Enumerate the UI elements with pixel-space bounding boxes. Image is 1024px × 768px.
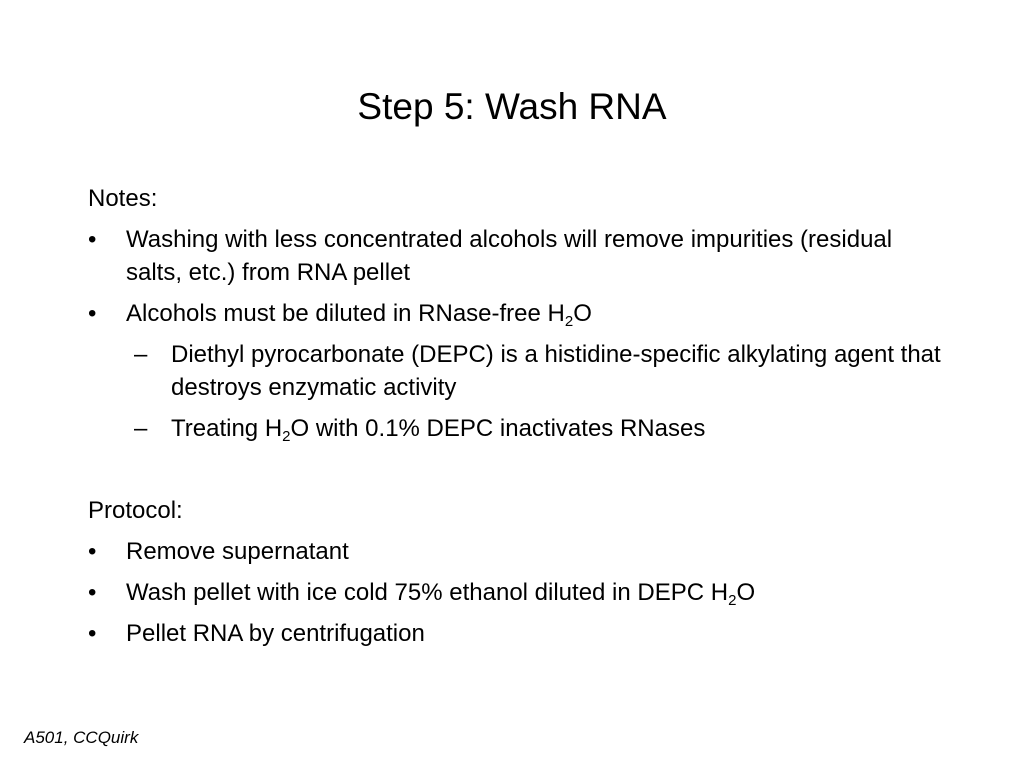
protocol-bullet-1 [88,535,948,576]
protocol-bullet-text: Pellet RNA by centrifugation [126,620,425,647]
protocol-bullet-text: Wash pellet with ice cold 75% ethanol diluted in DEPC $H_2O$ [126,579,756,609]
dash-marker: – [134,341,148,368]
footer-credit: A501, CCQuirk [24,728,139,747]
bullet-marker: • [88,620,97,647]
notes-subbullet-text: Diethyl pyrocarbonate (DEPC) is a histidine-specific alkylating agent that destroys enzymatic activity [171,341,941,401]
protocol-heading: Protocol: [88,497,183,524]
notes-bullet-1 [88,223,948,297]
bullet-marker: • [88,538,97,565]
subscript: 2 [564,313,574,330]
dash-marker: – [134,415,148,442]
bullet-marker: • [88,300,97,327]
subscript: 2 [282,428,291,445]
notes-bullet-2 [88,297,948,338]
notes-subbullet-text: Treating $H_2O$ with 0.1% DEPC inactivates RNases [171,415,706,445]
notes-heading: Notes: [88,185,158,212]
bullet-marker: • [88,579,97,606]
protocol-bullet-3 [88,617,948,658]
notes-bullet-text: Washing with less concentrated alcohols will remove impurities (residual salts, etc.) from RNA pellet [126,226,893,286]
slide-body [88,182,948,658]
notes-bullet-text: Alcohols must be diluted in RNase-free $H_2O$ [126,300,592,330]
protocol-bullet-text: Remove supernatant [126,538,349,565]
bullet-marker: • [88,226,97,253]
subscript: 2 [728,592,737,609]
protocol-bullet-2 [88,576,948,617]
notes-subbullet-1 [88,338,948,412]
slide-title: Step 5: Wash RNA [357,86,667,127]
notes-subbullet-2 [88,412,948,453]
